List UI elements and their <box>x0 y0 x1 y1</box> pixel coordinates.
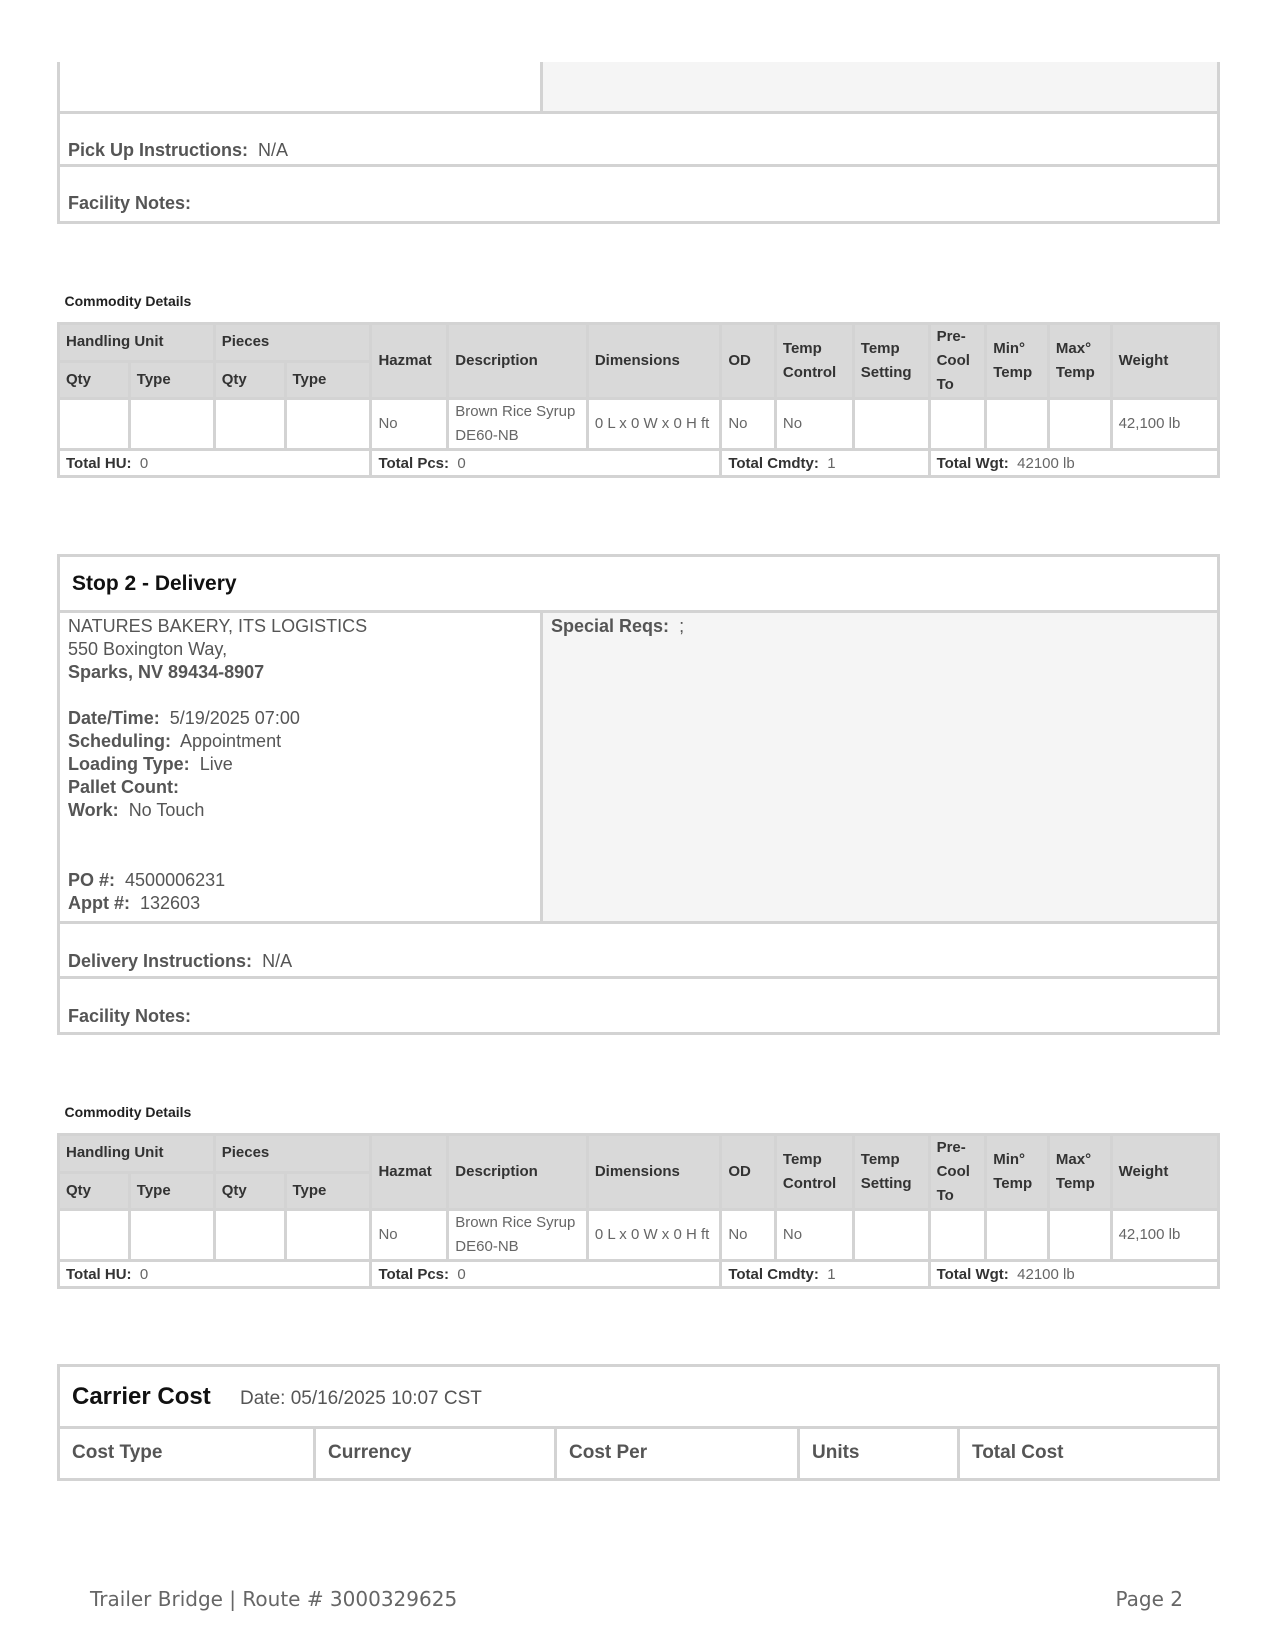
header-pcs-type: Type <box>285 1172 371 1210</box>
cell-hazmat: No <box>371 1210 448 1261</box>
footer-route: Trailer Bridge | Route # 3000329625 <box>90 1587 458 1611</box>
stop2-title: Stop 2 - Delivery <box>72 572 237 595</box>
cell-temp-control: No <box>775 399 853 450</box>
header-hazmat: Hazmat <box>371 1135 448 1210</box>
total-wgt: Total Wgt: 42100 lb <box>929 450 1218 477</box>
pickup-instructions: Pick Up Instructions: N/A <box>68 140 289 160</box>
commodity-table-1 <box>57 280 1220 478</box>
header-weight: Weight <box>1111 1135 1218 1210</box>
stop2-work: Work: No Touch <box>68 800 205 820</box>
commodity-title: Commodity Details <box>59 280 1219 324</box>
stop2-city-state-zip: Sparks, NV 89434-8907 <box>68 662 265 682</box>
commodity-title: Commodity Details <box>59 1091 1219 1135</box>
header-pieces: Pieces <box>214 324 371 362</box>
stop2-special-reqs-cell <box>543 613 1217 921</box>
stop2-datetime: Date/Time: 5/19/2025 07:00 <box>68 708 300 728</box>
table-row <box>59 399 1219 450</box>
commodity-table-2 <box>57 1091 1220 1289</box>
cell-description: Brown Rice Syrup DE60-NB <box>448 399 588 450</box>
carrier-cost-columns <box>60 1429 1217 1478</box>
header-od: OD <box>721 324 776 399</box>
column-cost-per: Cost Per <box>557 1429 800 1478</box>
cell-dimensions: 0 L x 0 W x 0 H ft <box>587 1210 720 1261</box>
cell-dimensions: 0 L x 0 W x 0 H ft <box>587 399 720 450</box>
delivery-instructions: Delivery Instructions: N/A <box>68 951 293 971</box>
stop2-address-cell <box>60 613 543 921</box>
cell-temp-control: No <box>775 1210 853 1261</box>
column-total-cost: Total Cost <box>972 1442 1064 1463</box>
total-pcs: Total Pcs: 0 <box>371 1261 721 1288</box>
stop2-special-reqs: Special Reqs: ; <box>551 616 685 636</box>
header-hazmat: Hazmat <box>371 324 448 399</box>
column-cost-type: Cost Type <box>60 1429 316 1478</box>
header-handling-unit: Handling Unit <box>59 1135 215 1173</box>
header-pcs-type: Type <box>285 361 371 399</box>
total-wgt: Total Wgt: 42100 lb <box>929 1261 1218 1288</box>
header-hu-qty: Qty <box>59 361 130 399</box>
header-od: OD <box>721 1135 776 1210</box>
totals-row <box>59 450 1219 477</box>
stop2-scheduling: Scheduling: Appointment <box>68 731 282 751</box>
total-hu: Total HU: 0 <box>59 1261 371 1288</box>
total-pcs: Total Pcs: 0 <box>371 450 721 477</box>
cell-description: Brown Rice Syrup DE60-NB <box>448 1210 588 1261</box>
header-hu-type: Type <box>129 1172 214 1210</box>
header-max-temp: Max° Temp <box>1048 1135 1111 1210</box>
cell-od: No <box>721 399 776 450</box>
stop2-loading-type: Loading Type: Live <box>68 754 233 774</box>
stop2-header <box>60 557 1217 613</box>
header-description: Description <box>448 324 588 399</box>
cell-weight: 42,100 lb <box>1111 1210 1218 1261</box>
header-temp-setting: Temp Setting <box>853 324 929 399</box>
cell-od: No <box>721 1210 776 1261</box>
stop2-company: NATURES BAKERY, ITS LOGISTICS <box>68 616 368 636</box>
table-row <box>59 1210 1219 1261</box>
footer-page-number: Page 2 <box>1115 1587 1183 1611</box>
carrier-cost-date: Date: 05/16/2025 10:07 CST <box>240 1388 482 1409</box>
header-hu-type: Type <box>129 361 214 399</box>
header-temp-control: Temp Control <box>775 324 853 399</box>
header-pre-cool-to: Pre-Cool To <box>929 1135 986 1210</box>
header-min-temp: Min° Temp <box>986 1135 1049 1210</box>
total-cmdty: Total Cmdty: 1 <box>721 1261 929 1288</box>
header-dimensions: Dimensions <box>587 1135 720 1210</box>
header-max-temp: Max° Temp <box>1048 324 1111 399</box>
carrier-cost-title: Carrier Cost <box>72 1383 211 1410</box>
carrier-cost <box>57 1364 1220 1481</box>
total-cmdty: Total Cmdty: 1 <box>721 450 929 477</box>
delivery-facility-notes: Facility Notes: <box>68 1006 192 1026</box>
column-units: Units <box>800 1429 960 1478</box>
cell-weight: 42,100 lb <box>1111 399 1218 450</box>
total-hu: Total HU: 0 <box>59 450 371 477</box>
header-pcs-qty: Qty <box>214 1172 285 1210</box>
header-pcs-qty: Qty <box>214 361 285 399</box>
stop2-pallet-count: Pallet Count: <box>68 777 179 797</box>
carrier-cost-header <box>60 1367 1217 1429</box>
stop2-appt: Appt #: 132603 <box>68 893 201 913</box>
header-pre-cool-to: Pre-Cool To <box>929 324 986 399</box>
header-min-temp: Min° Temp <box>986 324 1049 399</box>
stop2-po: PO #: 4500006231 <box>68 870 226 890</box>
stop2-delivery <box>57 554 1220 1035</box>
totals-row <box>59 1261 1219 1288</box>
stop1-continuation <box>57 62 1220 224</box>
header-handling-unit: Handling Unit <box>59 324 215 362</box>
header-temp-control: Temp Control <box>775 1135 853 1210</box>
header-hu-qty: Qty <box>59 1172 130 1210</box>
stop1-address-cell <box>60 62 543 111</box>
stop1-special-reqs-cell <box>543 62 1217 111</box>
header-description: Description <box>448 1135 588 1210</box>
header-temp-setting: Temp Setting <box>853 1135 929 1210</box>
header-weight: Weight <box>1111 324 1218 399</box>
pickup-facility-notes: Facility Notes: <box>68 193 192 213</box>
header-pieces: Pieces <box>214 1135 371 1173</box>
cell-hazmat: No <box>371 399 448 450</box>
column-currency: Currency <box>316 1429 557 1478</box>
header-dimensions: Dimensions <box>587 324 720 399</box>
stop2-address: 550 Boxington Way, <box>68 639 228 659</box>
